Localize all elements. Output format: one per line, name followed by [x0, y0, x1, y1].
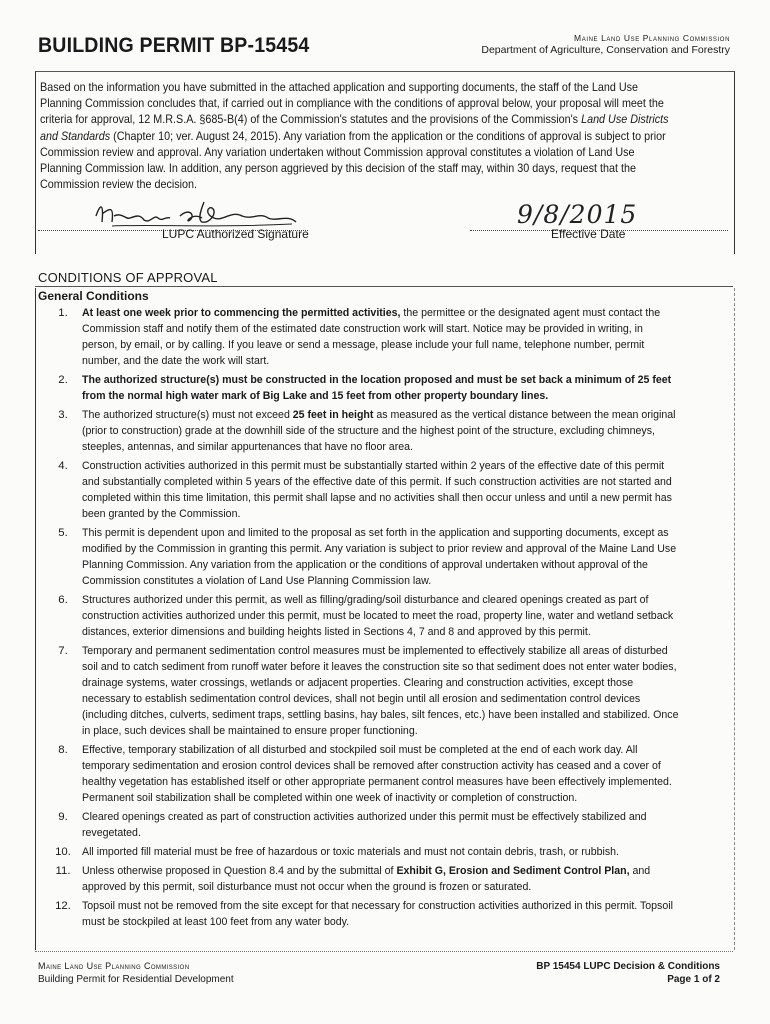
condition-text	[82, 305, 681, 369]
condition-text: Construction activities authorized in this permit must be substantially started within 2 years of the effective date of this permit and substantially completed within 5 years of the effective date of this permit. If such construction activities are not started and completed within this time limitation, this permit shall lapse and no activities shall then occur unless and until a new permit has been granted by the Commission.	[82, 460, 672, 520]
effective-date-label: Effective Date	[551, 227, 626, 241]
footer-right	[536, 960, 720, 986]
general-conditions-heading: General Conditions	[38, 289, 149, 303]
condition-number: 8.	[58, 744, 68, 756]
condition-body: and approved by this permit, soil disturbance must not occur when the ground is frozen or saturated.	[82, 865, 651, 893]
condition-item	[44, 898, 726, 930]
condition-number: 9.	[58, 811, 68, 823]
agency-block	[481, 33, 730, 56]
condition-number: 3.	[58, 409, 68, 421]
condition-item	[44, 643, 726, 739]
effective-date-value: 9/8/2015	[517, 200, 638, 229]
footer-left	[38, 960, 234, 986]
condition-number: 7.	[58, 645, 68, 657]
conditions-heading: CONDITIONS OF APPROVAL	[38, 270, 218, 285]
decision-statement	[40, 80, 678, 193]
footer-form-name: Building Permit for Residential Development	[38, 974, 234, 985]
condition-body: as measured as the vertical distance between the mean original (prior to construction) grade at the downhill side of the structure and the highest point of the structure, excluding chimneys, steeples, antennas, and similar appurtenances that have no floor area.	[82, 409, 676, 453]
condition-text	[82, 863, 681, 895]
condition-number: 5.	[58, 527, 68, 539]
condition-item	[44, 592, 726, 640]
condition-number: 2.	[58, 374, 68, 386]
condition-item	[44, 458, 726, 522]
condition-text: Topsoil must not be removed from the site except for that necessary for construction activities authorized in this permit. Topsoil must be stockpiled at least 100 feet from any water body.	[82, 900, 673, 928]
condition-number: 12.	[55, 900, 71, 912]
page-title: BUILDING PERMIT BP-15454	[38, 34, 310, 57]
condition-text: All imported fill material must be free of hazardous or toxic materials and must not contain debris, trash, or rubbish.	[82, 846, 619, 858]
condition-body: The authorized structure(s) must not exceed	[82, 409, 293, 421]
condition-item	[44, 525, 726, 589]
condition-number: 6.	[58, 594, 68, 606]
condition-number: 4.	[58, 460, 68, 472]
condition-text: Temporary and permanent sedimentation control measures must be implemented to effectively stabilize all areas of disturbed soil and to catch sediment from runoff water before it leaves the construction site so that sediment does not enter water bodies, drainage systems, water crossings, wetlands or adjacent properties. Clearing and construction activities, except those necessary to establish sedimentation control devices, shall not begin until all erosion and sedimentation control devices (including ditches, culverts, sediment traps, settling basins, hay bales, silt fences, etc.) have been installed and stabilized. Once in place, such devices shall be maintained to ensure proper functioning.	[82, 645, 679, 737]
decision-text-part: Based on the information you have submitted in the attached application and supporting documents, the staff of the Land Use Planning Commission concludes that, if carried out in compliance with the conditions of approval below, your proposal will meet the criteria for approval, 12 M.R.S.A. §685-B(4) of the Commission's statutes and the provisions of the Commission's	[40, 81, 664, 127]
condition-item	[44, 863, 726, 895]
condition-body: the permittee or the designated agent must contact the Commission staff and notify them of the estimated date construction work will start. Notice may be provided in writing, in person, by email, or by calling. If you leave or send a message, please include your full name, telephone number, permit number, and the date the work will start.	[82, 307, 661, 367]
condition-number: 1.	[58, 307, 68, 319]
footer-agency: Maine Land Use Planning Commission	[38, 961, 190, 971]
condition-text: Structures authorized under this permit, as well as filling/grading/soil disturbance and cleared openings created as part of construction activities authorized under this permit, must be located to meet the road, property line, water and wetland setback distances, exterior dimensions and building heights listed in Sections 4, 7 and 8 and approved by this permit.	[82, 594, 674, 638]
footer-document-title: BP 15454 LUPC Decision & Conditions	[536, 961, 720, 972]
decision-text-part: (Chapter 10; ver. August 24, 2015). Any variation from the application or the conditions of approval is subject to prior Commission review and approval. Any variation undertaken without Commission approval constitutes a violation of Land Use Planning Commission law. In addition, any person aggrieved by this decision of the staff may, within 30 days, request that the Commission review the decision.	[40, 129, 666, 192]
condition-item	[44, 372, 726, 404]
decision-standards-title: Land Use Districts and Standards	[40, 113, 669, 143]
condition-bold-text: Exhibit G, Erosion and Sediment Control Plan,	[396, 865, 630, 877]
conditions-list	[44, 305, 726, 933]
condition-text: Effective, temporary stabilization of all disturbed and stockpiled soil must be completed at the end of each work day. All temporary sedimentation and erosion control devices shall be removed after construction activity has ceased and a cover of healthy vegetation has established itself or other appropriate permanent control measures have been effectively implemented. Permanent soil stabilization shall be completed within one week of inactivity or completion of construction.	[82, 744, 672, 804]
condition-number: 10.	[55, 846, 71, 858]
condition-text	[82, 407, 681, 455]
condition-text: This permit is dependent upon and limited to the proposal as set forth in the application and supporting documents, except as modified by the Commission in granting this permit. Any variation is subject to prior review and approval of the Maine Land Use Planning Commission. Any variation from the application or the conditions of approval undertaken without approval of the Commission constitutes a violation of Land Use Planning Commission law.	[82, 527, 677, 587]
signature-label: LUPC Authorized Signature	[162, 227, 309, 241]
condition-text: The authorized structure(s) must be constructed in the location proposed and must be set back a minimum of 25 feet from the normal high water mark of Big Lake and 15 feet from other property boundary lines.	[82, 374, 672, 402]
condition-body: Unless otherwise proposed in Question 8.4 and by the submittal of	[82, 865, 397, 877]
condition-item	[44, 305, 726, 369]
condition-bold-text: At least one week prior to commencing the permitted activities,	[82, 307, 401, 319]
divider	[35, 286, 733, 287]
condition-item	[44, 742, 726, 806]
condition-item	[44, 844, 726, 860]
condition-text: Cleared openings created as part of construction activities authorized under this permit must be effectively stabilized and revegetated.	[82, 811, 647, 839]
condition-number: 11.	[55, 865, 71, 877]
department-name: Department of Agriculture, Conservation and Forestry	[481, 44, 730, 56]
condition-item	[44, 407, 726, 455]
agency-name: Maine Land Use Planning Commission	[574, 33, 730, 43]
footer-divider	[35, 951, 733, 952]
condition-bold-text: 25 feet in height	[292, 409, 374, 421]
page-number: Page 1 of 2	[667, 974, 720, 985]
condition-item	[44, 809, 726, 841]
